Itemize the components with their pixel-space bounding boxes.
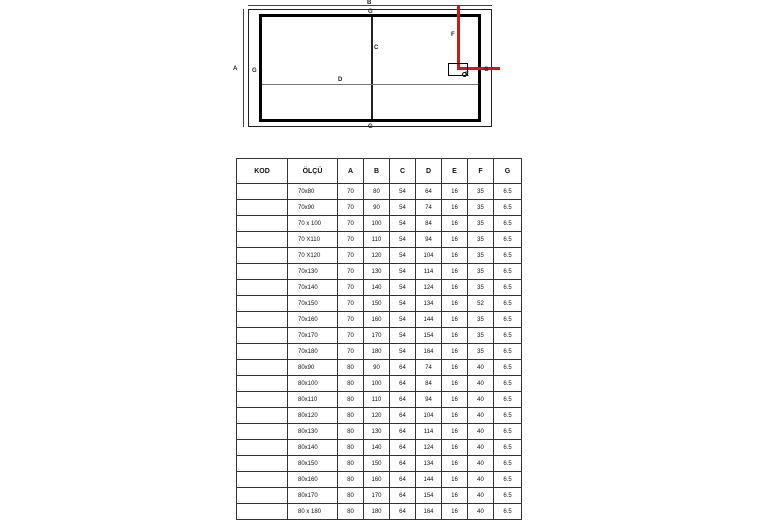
cell-c: 64	[390, 504, 416, 520]
cell-kod	[237, 360, 288, 376]
cell-a: 80	[338, 392, 364, 408]
cell-size: 70x180	[288, 344, 338, 360]
cell-a: 70	[338, 232, 364, 248]
header-b: B	[364, 159, 390, 184]
table-row	[237, 472, 522, 488]
cell-size: 80x110	[288, 392, 338, 408]
cell-d: 104	[416, 408, 442, 424]
cell-a: 70	[338, 296, 364, 312]
table-row	[237, 248, 522, 264]
cell-e: 16	[442, 312, 468, 328]
cell-b: 110	[364, 232, 390, 248]
cell-kod	[237, 408, 288, 424]
dimension-line-d	[262, 84, 478, 85]
table-row	[237, 184, 522, 200]
cell-a: 70	[338, 184, 364, 200]
cell-kod	[237, 264, 288, 280]
cell-d: 104	[416, 248, 442, 264]
cell-d: 134	[416, 456, 442, 472]
dimension-label-c: C	[374, 45, 379, 51]
cell-g: 6.5	[494, 184, 522, 200]
table-row	[237, 200, 522, 216]
dimension-label-g-left: G	[252, 68, 257, 74]
cell-a: 70	[338, 200, 364, 216]
cell-b: 90	[364, 360, 390, 376]
cell-b: 180	[364, 504, 390, 520]
cell-g: 6.5	[494, 232, 522, 248]
cell-kod	[237, 504, 288, 520]
drain-line-vertical	[457, 6, 460, 70]
table-row	[237, 408, 522, 424]
cell-e: 16	[442, 248, 468, 264]
cell-a: 80	[338, 376, 364, 392]
cell-d: 154	[416, 488, 442, 504]
cell-a: 80	[338, 408, 364, 424]
cell-f: 40	[468, 360, 494, 376]
cell-c: 54	[390, 200, 416, 216]
cell-e: 16	[442, 360, 468, 376]
cell-c: 64	[390, 360, 416, 376]
cell-size: 80x150	[288, 456, 338, 472]
cell-d: 164	[416, 344, 442, 360]
cell-c: 64	[390, 472, 416, 488]
cell-b: 140	[364, 440, 390, 456]
cell-e: 16	[442, 392, 468, 408]
cell-e: 16	[442, 296, 468, 312]
cell-a: 80	[338, 488, 364, 504]
cell-size: 80x140	[288, 440, 338, 456]
table-row	[237, 360, 522, 376]
cell-size: 70 x 100	[288, 216, 338, 232]
cell-c: 54	[390, 216, 416, 232]
cell-d: 134	[416, 296, 442, 312]
cell-b: 160	[364, 312, 390, 328]
cell-c: 54	[390, 296, 416, 312]
header-c: C	[390, 159, 416, 184]
table-row	[237, 488, 522, 504]
cell-f: 52	[468, 296, 494, 312]
cell-a: 70	[338, 248, 364, 264]
cell-d: 84	[416, 216, 442, 232]
dimension-label-f: F	[451, 32, 455, 38]
cell-g: 6.5	[494, 248, 522, 264]
table-row	[237, 328, 522, 344]
cell-size: 70x140	[288, 280, 338, 296]
cell-g: 6.5	[494, 488, 522, 504]
cell-kod	[237, 280, 288, 296]
cell-size: 70x130	[288, 264, 338, 280]
cell-f: 40	[468, 504, 494, 520]
cell-size: 70x150	[288, 296, 338, 312]
cell-f: 40	[468, 424, 494, 440]
cell-a: 70	[338, 264, 364, 280]
cell-b: 170	[364, 328, 390, 344]
cell-d: 84	[416, 376, 442, 392]
header-a: A	[338, 159, 364, 184]
cell-a: 80	[338, 360, 364, 376]
cell-size: 70x90	[288, 200, 338, 216]
table-row	[237, 216, 522, 232]
cell-a: 80	[338, 424, 364, 440]
dimension-label-a: A	[233, 66, 238, 72]
cell-size: 70x170	[288, 328, 338, 344]
cell-d: 94	[416, 232, 442, 248]
header-kod: KOD	[237, 159, 288, 184]
cell-g: 6.5	[494, 504, 522, 520]
cell-e: 16	[442, 328, 468, 344]
dimension-label-d: D	[338, 77, 343, 83]
dimension-label-e: E	[465, 72, 470, 78]
cell-e: 16	[442, 344, 468, 360]
cell-d: 124	[416, 440, 442, 456]
cell-e: 16	[442, 280, 468, 296]
cell-f: 40	[468, 376, 494, 392]
cell-e: 16	[442, 504, 468, 520]
cell-f: 35	[468, 232, 494, 248]
cell-kod	[237, 328, 288, 344]
cell-c: 54	[390, 232, 416, 248]
cell-b: 130	[364, 264, 390, 280]
cell-kod	[237, 248, 288, 264]
cell-g: 6.5	[494, 408, 522, 424]
cell-g: 6.5	[494, 216, 522, 232]
cell-d: 64	[416, 184, 442, 200]
cell-c: 54	[390, 328, 416, 344]
cell-f: 40	[468, 408, 494, 424]
cell-g: 6.5	[494, 280, 522, 296]
cell-e: 16	[442, 472, 468, 488]
cell-a: 80	[338, 472, 364, 488]
cell-a: 70	[338, 280, 364, 296]
cell-size: 80x120	[288, 408, 338, 424]
cell-e: 16	[442, 264, 468, 280]
cell-kod	[237, 232, 288, 248]
cell-c: 54	[390, 264, 416, 280]
cell-kod	[237, 200, 288, 216]
cell-d: 124	[416, 280, 442, 296]
cell-f: 40	[468, 440, 494, 456]
cell-c: 64	[390, 392, 416, 408]
cell-a: 70	[338, 328, 364, 344]
cell-b: 170	[364, 488, 390, 504]
cell-size: 80 x 180	[288, 504, 338, 520]
cell-c: 64	[390, 456, 416, 472]
cell-d: 114	[416, 424, 442, 440]
cell-g: 6.5	[494, 392, 522, 408]
table-row	[237, 504, 522, 520]
cell-d: 114	[416, 264, 442, 280]
cell-d: 74	[416, 360, 442, 376]
cell-b: 140	[364, 280, 390, 296]
cell-c: 54	[390, 312, 416, 328]
cell-d: 74	[416, 200, 442, 216]
cell-a: 70	[338, 344, 364, 360]
dimension-line-c	[371, 17, 373, 119]
cell-e: 16	[442, 440, 468, 456]
cell-c: 64	[390, 424, 416, 440]
cell-f: 35	[468, 344, 494, 360]
cell-size: 80x170	[288, 488, 338, 504]
cell-g: 6.5	[494, 296, 522, 312]
cell-c: 54	[390, 280, 416, 296]
cell-e: 16	[442, 456, 468, 472]
cell-b: 120	[364, 408, 390, 424]
cell-a: 70	[338, 216, 364, 232]
cell-e: 16	[442, 488, 468, 504]
cell-g: 6.5	[494, 264, 522, 280]
cell-f: 35	[468, 216, 494, 232]
cell-b: 150	[364, 456, 390, 472]
cell-g: 6.5	[494, 200, 522, 216]
dimension-table	[236, 158, 522, 520]
cell-g: 6.5	[494, 472, 522, 488]
cell-b: 90	[364, 200, 390, 216]
cell-kod	[237, 376, 288, 392]
cell-f: 35	[468, 280, 494, 296]
cell-size: 70 X110	[288, 232, 338, 248]
cell-b: 110	[364, 392, 390, 408]
cell-f: 40	[468, 456, 494, 472]
header-f: F	[468, 159, 494, 184]
tray-dimension-diagram	[0, 0, 770, 140]
cell-e: 16	[442, 376, 468, 392]
header-olcu: ÖLÇÜ	[288, 159, 338, 184]
cell-a: 80	[338, 456, 364, 472]
cell-b: 150	[364, 296, 390, 312]
cell-c: 54	[390, 248, 416, 264]
cell-c: 64	[390, 408, 416, 424]
table-row	[237, 440, 522, 456]
cell-kod	[237, 472, 288, 488]
cell-size: 80x160	[288, 472, 338, 488]
table-row	[237, 392, 522, 408]
dimension-label-g-bottom: G	[368, 124, 373, 130]
cell-c: 64	[390, 440, 416, 456]
header-g: G	[494, 159, 522, 184]
cell-e: 16	[442, 424, 468, 440]
cell-g: 6.5	[494, 440, 522, 456]
cell-kod	[237, 184, 288, 200]
cell-a: 80	[338, 440, 364, 456]
cell-g: 6.5	[494, 328, 522, 344]
cell-e: 16	[442, 200, 468, 216]
cell-d: 144	[416, 312, 442, 328]
cell-b: 120	[364, 248, 390, 264]
cell-g: 6.5	[494, 344, 522, 360]
table-row	[237, 344, 522, 360]
cell-kod	[237, 344, 288, 360]
dimension-label-g-top: G	[368, 9, 373, 15]
table-row	[237, 232, 522, 248]
table-row	[237, 456, 522, 472]
cell-g: 6.5	[494, 456, 522, 472]
table-row	[237, 296, 522, 312]
table-row	[237, 312, 522, 328]
cell-e: 16	[442, 232, 468, 248]
cell-f: 40	[468, 392, 494, 408]
cell-b: 80	[364, 184, 390, 200]
cell-b: 160	[364, 472, 390, 488]
cell-g: 6.5	[494, 360, 522, 376]
cell-d: 164	[416, 504, 442, 520]
cell-d: 154	[416, 328, 442, 344]
cell-size: 70 X120	[288, 248, 338, 264]
cell-kod	[237, 424, 288, 440]
cell-g: 6.5	[494, 376, 522, 392]
cell-b: 130	[364, 424, 390, 440]
header-e: E	[442, 159, 468, 184]
cell-d: 94	[416, 392, 442, 408]
table-row	[237, 376, 522, 392]
dimension-label-b: B	[367, 0, 372, 6]
cell-kod	[237, 440, 288, 456]
cell-f: 40	[468, 472, 494, 488]
cell-f: 35	[468, 264, 494, 280]
table-row	[237, 424, 522, 440]
table-row	[237, 280, 522, 296]
cell-size: 80x90	[288, 360, 338, 376]
cell-kod	[237, 488, 288, 504]
header-d: D	[416, 159, 442, 184]
cell-g: 6.5	[494, 312, 522, 328]
cell-e: 16	[442, 216, 468, 232]
cell-b: 100	[364, 216, 390, 232]
cell-c: 54	[390, 344, 416, 360]
cell-kod	[237, 312, 288, 328]
cell-size: 80x100	[288, 376, 338, 392]
cell-kod	[237, 392, 288, 408]
cell-kod	[237, 296, 288, 312]
cell-e: 16	[442, 184, 468, 200]
cell-c: 64	[390, 488, 416, 504]
dimension-line-a	[243, 9, 244, 127]
cell-b: 180	[364, 344, 390, 360]
cell-f: 40	[468, 488, 494, 504]
cell-f: 35	[468, 328, 494, 344]
cell-e: 16	[442, 408, 468, 424]
cell-c: 54	[390, 184, 416, 200]
cell-size: 70x160	[288, 312, 338, 328]
table-header-row	[237, 159, 522, 184]
cell-f: 35	[468, 184, 494, 200]
table-row	[237, 264, 522, 280]
table-body	[237, 184, 522, 520]
cell-f: 35	[468, 312, 494, 328]
cell-a: 80	[338, 504, 364, 520]
cell-f: 35	[468, 248, 494, 264]
cell-c: 64	[390, 376, 416, 392]
cell-size: 80x130	[288, 424, 338, 440]
cell-size: 70x80	[288, 184, 338, 200]
cell-b: 100	[364, 376, 390, 392]
cell-a: 70	[338, 312, 364, 328]
cell-f: 35	[468, 200, 494, 216]
cell-kod	[237, 456, 288, 472]
cell-g: 6.5	[494, 424, 522, 440]
cell-d: 144	[416, 472, 442, 488]
dimension-label-g-right: G	[484, 67, 489, 73]
cell-kod	[237, 216, 288, 232]
